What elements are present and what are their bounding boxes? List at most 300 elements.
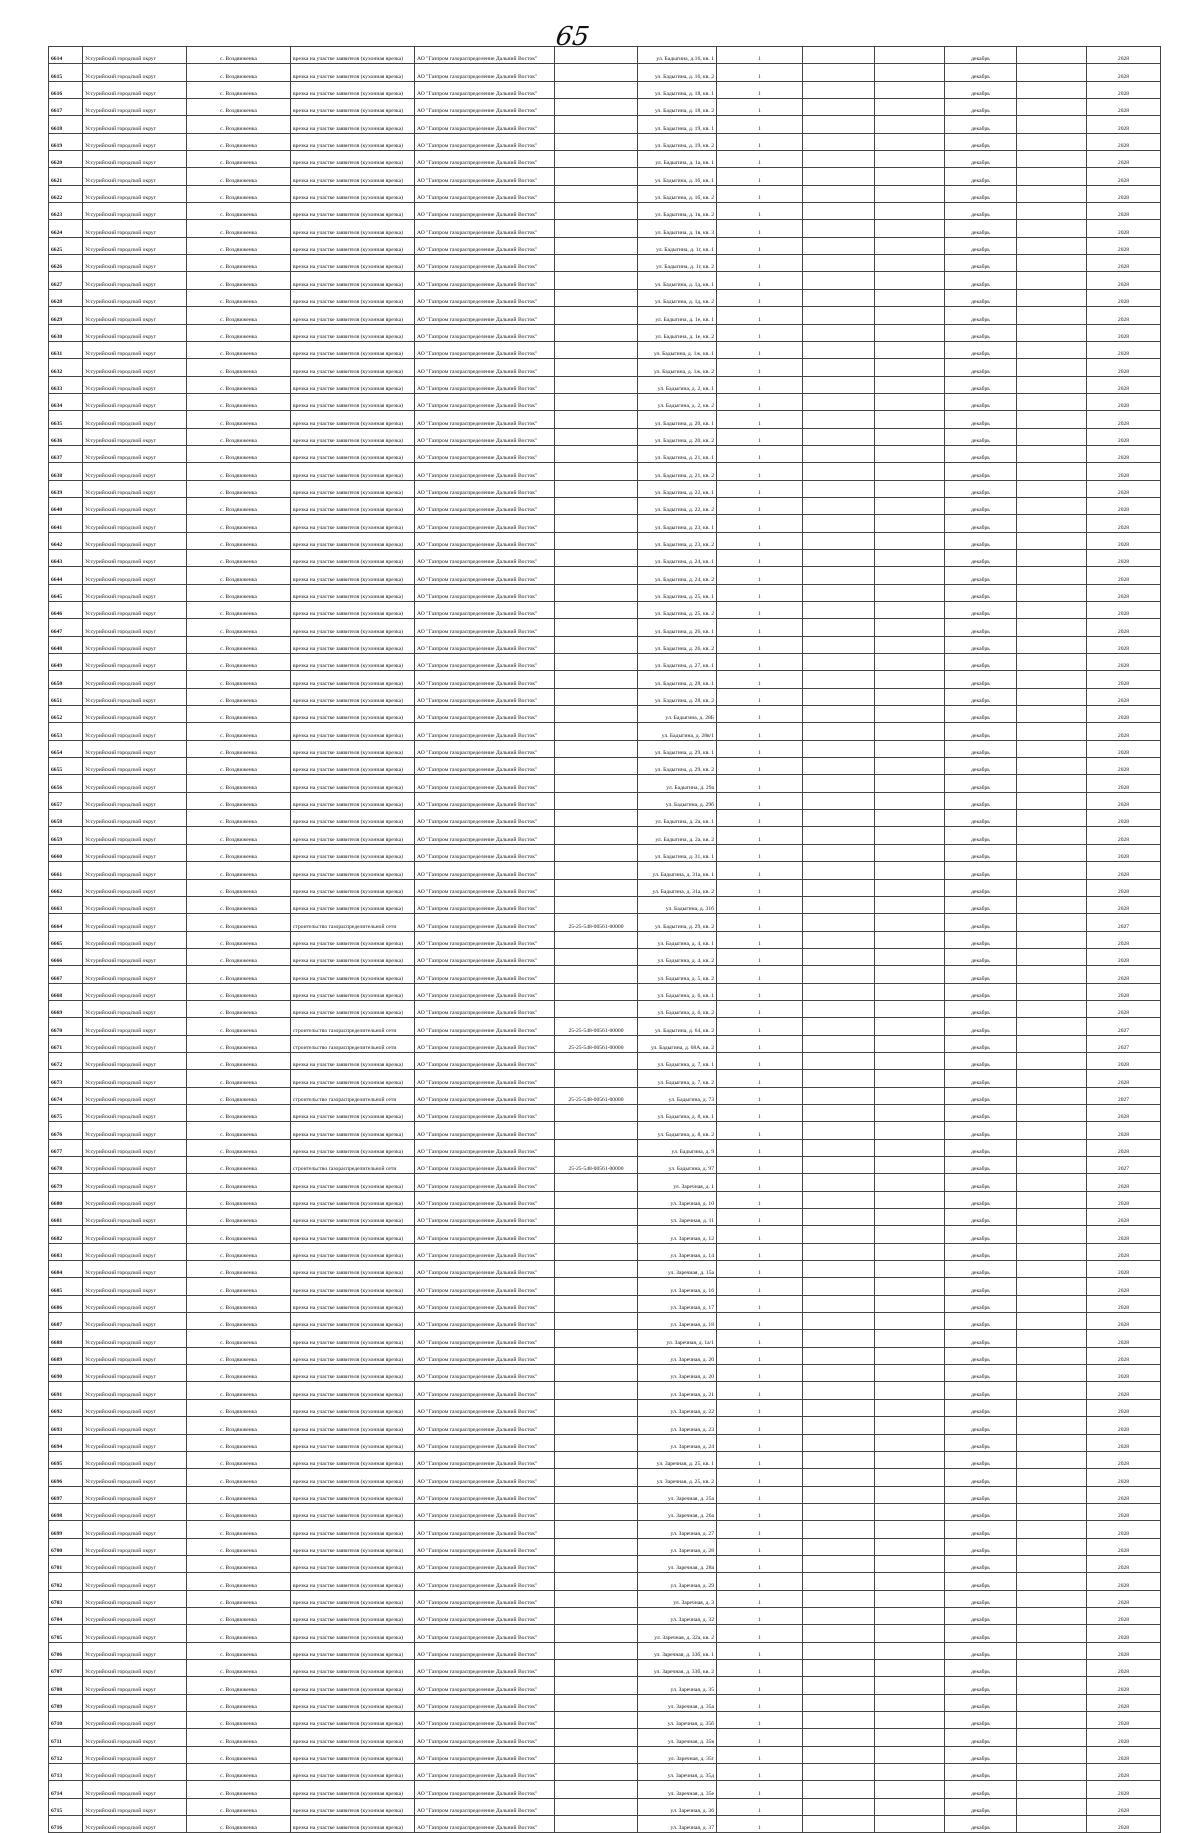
address-cell: ул. Заречная, д. 20 xyxy=(638,1365,717,1382)
table-row xyxy=(49,237,1161,254)
district-cell: Уссурийский городской округ xyxy=(83,1157,187,1174)
table-row xyxy=(49,203,1161,220)
empty-cell xyxy=(1017,99,1087,116)
district-cell: Уссурийский городской округ xyxy=(83,203,187,220)
empty-cell xyxy=(1017,619,1087,636)
settlement-cell: с. Воздвиженка xyxy=(187,1295,291,1312)
year-cell: 2028 xyxy=(1087,775,1161,792)
work-type-cell: врезка на участке заявителя (кухонная врезка) xyxy=(291,1746,415,1763)
empty-cell xyxy=(1017,654,1087,671)
year-cell: 2028 xyxy=(1087,1000,1161,1017)
quantity-cell: 1 xyxy=(717,1261,803,1278)
empty-cell xyxy=(1017,827,1087,844)
empty-cell xyxy=(1017,1712,1087,1729)
address-cell: ул. Заречная, д. 32 xyxy=(638,1607,717,1624)
quantity-cell: 1 xyxy=(717,1122,803,1139)
register-table xyxy=(48,46,1150,1833)
cadastral-cell xyxy=(555,81,638,98)
address-cell: ул. Бадыгина, д. 2, кв. 2 xyxy=(638,393,717,410)
district-cell: Уссурийский городской округ xyxy=(83,567,187,584)
district-cell: Уссурийский городской округ xyxy=(83,428,187,445)
cadastral-cell xyxy=(555,341,638,358)
table-row xyxy=(49,1625,1161,1642)
empty-cell xyxy=(803,844,875,861)
table-row xyxy=(49,168,1161,185)
address-cell: ул. Бадыгина, д. 4, кв. 2 xyxy=(638,948,717,965)
settlement-cell: с. Воздвиженка xyxy=(187,931,291,948)
row-number: 6654 xyxy=(49,740,83,757)
empty-cell xyxy=(1017,203,1087,220)
empty-cell xyxy=(875,844,945,861)
settlement-cell: с. Воздвиженка xyxy=(187,1157,291,1174)
organization-cell: АО "Газпром газораспределение Дальний Восток" xyxy=(415,1226,555,1243)
year-cell: 2028 xyxy=(1087,1469,1161,1486)
empty-cell xyxy=(1017,515,1087,532)
settlement-cell: с. Воздвиженка xyxy=(187,1764,291,1781)
year-cell: 2028 xyxy=(1087,896,1161,913)
empty-cell xyxy=(1017,775,1087,792)
address-cell: ул. Бадыгина, д. 97 xyxy=(638,1157,717,1174)
year-cell: 2028 xyxy=(1087,445,1161,462)
month-cell: декабрь xyxy=(945,1712,1017,1729)
cadastral-cell xyxy=(555,1555,638,1572)
empty-cell xyxy=(1017,1746,1087,1763)
district-cell: Уссурийский городской округ xyxy=(83,931,187,948)
district-cell: Уссурийский городской округ xyxy=(83,584,187,601)
table-row xyxy=(49,1607,1161,1624)
work-type-cell: врезка на участке заявителя (кухонная врезка) xyxy=(291,99,415,116)
district-cell: Уссурийский городской округ xyxy=(83,1642,187,1659)
empty-cell xyxy=(875,324,945,341)
empty-cell xyxy=(803,1070,875,1087)
month-cell: декабрь xyxy=(945,1087,1017,1104)
district-cell: Уссурийский городской округ xyxy=(83,1417,187,1434)
empty-cell xyxy=(803,47,875,64)
empty-cell xyxy=(803,411,875,428)
settlement-cell: с. Воздвиженка xyxy=(187,1573,291,1590)
quantity-cell: 1 xyxy=(717,584,803,601)
work-type-cell: врезка на участке заявителя (кухонная врезка) xyxy=(291,1209,415,1226)
empty-cell xyxy=(803,706,875,723)
organization-cell: АО "Газпром газораспределение Дальний Восток" xyxy=(415,1573,555,1590)
settlement-cell: с. Воздвиженка xyxy=(187,636,291,653)
row-number: 6658 xyxy=(49,810,83,827)
empty-cell xyxy=(875,758,945,775)
table-row xyxy=(49,654,1161,671)
organization-cell: АО "Газпром газораспределение Дальний Восток" xyxy=(415,1278,555,1295)
empty-cell xyxy=(1017,1573,1087,1590)
address-cell: ул. Бадыгина, д. 28, кв. 1 xyxy=(638,671,717,688)
empty-cell xyxy=(875,1104,945,1121)
settlement-cell: с. Воздвиженка xyxy=(187,1243,291,1260)
organization-cell: АО "Газпром газораспределение Дальний Восток" xyxy=(415,272,555,289)
row-number: 6647 xyxy=(49,619,83,636)
address-cell: ул. Заречная, д. 14 xyxy=(638,1243,717,1260)
address-cell: ул. Бадыгина, д. 24, кв. 2 xyxy=(638,567,717,584)
table-row xyxy=(49,497,1161,514)
settlement-cell: с. Воздвиженка xyxy=(187,1087,291,1104)
district-cell: Уссурийский городской округ xyxy=(83,151,187,168)
empty-cell xyxy=(1017,47,1087,64)
organization-cell: АО "Газпром газораспределение Дальний Восток" xyxy=(415,1018,555,1035)
year-cell: 2028 xyxy=(1087,1503,1161,1520)
empty-cell xyxy=(875,341,945,358)
empty-cell xyxy=(803,654,875,671)
address-cell: ул. Бадыгина, д.16, кв. 1 xyxy=(638,47,717,64)
quantity-cell: 1 xyxy=(717,1278,803,1295)
empty-cell xyxy=(1017,1087,1087,1104)
year-cell: 2028 xyxy=(1087,81,1161,98)
settlement-cell: с. Воздвиженка xyxy=(187,411,291,428)
cadastral-cell xyxy=(555,1816,638,1833)
empty-cell xyxy=(1017,896,1087,913)
settlement-cell: с. Воздвиженка xyxy=(187,1417,291,1434)
quantity-cell: 1 xyxy=(717,1382,803,1399)
empty-cell xyxy=(875,1278,945,1295)
settlement-cell: с. Воздвиженка xyxy=(187,497,291,514)
quantity-cell: 1 xyxy=(717,1434,803,1451)
empty-cell xyxy=(1017,792,1087,809)
cadastral-cell xyxy=(555,1521,638,1538)
empty-cell xyxy=(803,1659,875,1676)
row-number: 6713 xyxy=(49,1764,83,1781)
month-cell: декабрь xyxy=(945,1538,1017,1555)
district-cell: Уссурийский городской округ xyxy=(83,185,187,202)
empty-cell xyxy=(803,359,875,376)
month-cell: декабрь xyxy=(945,133,1017,150)
table-row xyxy=(49,1573,1161,1590)
month-cell: декабрь xyxy=(945,1607,1017,1624)
organization-cell: АО "Газпром газораспределение Дальний Восток" xyxy=(415,1746,555,1763)
table-row xyxy=(49,64,1161,81)
address-cell: ул. Бадыгина, д. 8, кв. 1 xyxy=(638,1104,717,1121)
settlement-cell: с. Воздвиженка xyxy=(187,1729,291,1746)
settlement-cell: с. Воздвиженка xyxy=(187,1486,291,1503)
work-type-cell: врезка на участке заявителя (кухонная врезка) xyxy=(291,1347,415,1364)
cadastral-cell xyxy=(555,602,638,619)
district-cell: Уссурийский городской округ xyxy=(83,1781,187,1798)
address-cell: ул. Бадыгина, д. 21, кв. 1 xyxy=(638,445,717,462)
empty-cell xyxy=(875,99,945,116)
year-cell: 2028 xyxy=(1087,948,1161,965)
cadastral-cell xyxy=(555,1347,638,1364)
empty-cell xyxy=(803,463,875,480)
month-cell: декабрь xyxy=(945,116,1017,133)
quantity-cell: 1 xyxy=(717,567,803,584)
work-type-cell: врезка на участке заявителя (кухонная врезка) xyxy=(291,1798,415,1815)
table-row xyxy=(49,688,1161,705)
row-number: 6708 xyxy=(49,1677,83,1694)
empty-cell xyxy=(1017,1434,1087,1451)
address-cell: ул. Бадыгина, д. 23, кв. 1 xyxy=(638,515,717,532)
table-row xyxy=(49,1209,1161,1226)
year-cell: 2027 xyxy=(1087,1087,1161,1104)
settlement-cell: с. Воздвиженка xyxy=(187,220,291,237)
quantity-cell: 1 xyxy=(717,289,803,306)
table-row xyxy=(49,1295,1161,1312)
work-type-cell: врезка на участке заявителя (кухонная врезка) xyxy=(291,948,415,965)
settlement-cell: с. Воздвиженка xyxy=(187,1625,291,1642)
district-cell: Уссурийский городской округ xyxy=(83,1087,187,1104)
empty-cell xyxy=(1017,1000,1087,1017)
cadastral-cell xyxy=(555,584,638,601)
table-row xyxy=(49,879,1161,896)
district-cell: Уссурийский городской округ xyxy=(83,497,187,514)
empty-cell xyxy=(875,1469,945,1486)
organization-cell: АО "Газпром газораспределение Дальний Восток" xyxy=(415,1538,555,1555)
district-cell: Уссурийский городской округ xyxy=(83,879,187,896)
empty-cell xyxy=(803,567,875,584)
month-cell: декабрь xyxy=(945,1035,1017,1052)
address-cell: ул. Бадыгина, д. 6, кв. 2 xyxy=(638,1000,717,1017)
table-row xyxy=(49,567,1161,584)
row-number: 6653 xyxy=(49,723,83,740)
row-number: 6649 xyxy=(49,654,83,671)
empty-cell xyxy=(803,1469,875,1486)
district-cell: Уссурийский городской округ xyxy=(83,896,187,913)
table-row xyxy=(49,99,1161,116)
empty-cell xyxy=(803,64,875,81)
district-cell: Уссурийский городской округ xyxy=(83,671,187,688)
year-cell: 2028 xyxy=(1087,1764,1161,1781)
year-cell: 2028 xyxy=(1087,1607,1161,1624)
month-cell: декабрь xyxy=(945,862,1017,879)
empty-cell xyxy=(875,237,945,254)
district-cell: Уссурийский городской округ xyxy=(83,636,187,653)
organization-cell: АО "Газпром газораспределение Дальний Восток" xyxy=(415,411,555,428)
address-cell: ул. Бадыгина, д. 1г, кв. 1 xyxy=(638,237,717,254)
empty-cell xyxy=(1017,1313,1087,1330)
work-type-cell: врезка на участке заявителя (кухонная врезка) xyxy=(291,1139,415,1156)
work-type-cell: врезка на участке заявителя (кухонная врезка) xyxy=(291,445,415,462)
table-row xyxy=(49,827,1161,844)
empty-cell xyxy=(875,775,945,792)
year-cell: 2028 xyxy=(1087,1816,1161,1833)
empty-cell xyxy=(1017,1798,1087,1815)
organization-cell: АО "Газпром газораспределение Дальний Восток" xyxy=(415,1781,555,1798)
settlement-cell: с. Воздвиженка xyxy=(187,862,291,879)
quantity-cell: 1 xyxy=(717,1226,803,1243)
address-cell: ул. Бадыгина, д. 2а, кв. 1 xyxy=(638,810,717,827)
row-number: 6689 xyxy=(49,1347,83,1364)
address-cell: ул. Заречная, д. 37 xyxy=(638,1816,717,1833)
work-type-cell: врезка на участке заявителя (кухонная врезка) xyxy=(291,1261,415,1278)
organization-cell: АО "Газпром газораспределение Дальний Восток" xyxy=(415,1243,555,1260)
organization-cell: АО "Газпром газораспределение Дальний Восток" xyxy=(415,567,555,584)
quantity-cell: 1 xyxy=(717,463,803,480)
empty-cell xyxy=(803,480,875,497)
settlement-cell: с. Воздвиженка xyxy=(187,758,291,775)
organization-cell: АО "Газпром газораспределение Дальний Восток" xyxy=(415,723,555,740)
table-row xyxy=(49,411,1161,428)
year-cell: 2028 xyxy=(1087,810,1161,827)
settlement-cell: с. Воздвиженка xyxy=(187,1590,291,1607)
organization-cell: АО "Газпром газораспределение Дальний Восток" xyxy=(415,1555,555,1572)
year-cell: 2028 xyxy=(1087,966,1161,983)
empty-cell xyxy=(803,393,875,410)
empty-cell xyxy=(1017,1174,1087,1191)
table-row xyxy=(49,549,1161,566)
year-cell: 2028 xyxy=(1087,272,1161,289)
address-cell: ул. Заречная, д. 35 xyxy=(638,1677,717,1694)
month-cell: декабрь xyxy=(945,1278,1017,1295)
cadastral-cell xyxy=(555,1226,638,1243)
quantity-cell: 1 xyxy=(717,1521,803,1538)
settlement-cell: с. Воздвиженка xyxy=(187,1018,291,1035)
work-type-cell: врезка на участке заявителя (кухонная врезка) xyxy=(291,1122,415,1139)
district-cell: Уссурийский городской округ xyxy=(83,1052,187,1069)
year-cell: 2028 xyxy=(1087,1746,1161,1763)
cadastral-cell xyxy=(555,671,638,688)
empty-cell xyxy=(1017,1226,1087,1243)
empty-cell xyxy=(803,671,875,688)
year-cell: 2028 xyxy=(1087,1417,1161,1434)
work-type-cell: врезка на участке заявителя (кухонная врезка) xyxy=(291,567,415,584)
work-type-cell: врезка на участке заявителя (кухонная врезка) xyxy=(291,359,415,376)
quantity-cell: 1 xyxy=(717,827,803,844)
district-cell: Уссурийский городской округ xyxy=(83,1243,187,1260)
empty-cell xyxy=(803,1209,875,1226)
quantity-cell: 1 xyxy=(717,619,803,636)
address-cell: ул. Бадыгина, д. 23, кв. 2 xyxy=(638,532,717,549)
row-number: 6682 xyxy=(49,1226,83,1243)
cadastral-cell xyxy=(555,844,638,861)
address-cell: ул. Заречная, д. 35б xyxy=(638,1712,717,1729)
empty-cell xyxy=(803,914,875,931)
organization-cell: АО "Газпром газораспределение Дальний Восток" xyxy=(415,1434,555,1451)
month-cell: декабрь xyxy=(945,1209,1017,1226)
month-cell: декабрь xyxy=(945,914,1017,931)
district-cell: Уссурийский городской округ xyxy=(83,654,187,671)
settlement-cell: с. Воздвиженка xyxy=(187,1781,291,1798)
district-cell: Уссурийский городской округ xyxy=(83,775,187,792)
organization-cell: АО "Газпром газораспределение Дальний Восток" xyxy=(415,602,555,619)
district-cell: Уссурийский городской округ xyxy=(83,133,187,150)
row-number: 6702 xyxy=(49,1573,83,1590)
cadastral-cell xyxy=(555,758,638,775)
address-cell: ул. Бадыгина, д. 2а, кв. 2 xyxy=(638,827,717,844)
empty-cell xyxy=(1017,1521,1087,1538)
empty-cell xyxy=(1017,532,1087,549)
empty-cell xyxy=(875,1642,945,1659)
organization-cell: АО "Газпром газораспределение Дальний Восток" xyxy=(415,445,555,462)
work-type-cell: врезка на участке заявителя (кухонная врезка) xyxy=(291,532,415,549)
address-cell: ул. Бадыгина, д. 25, кв. 2 xyxy=(638,602,717,619)
table-row xyxy=(49,47,1161,64)
year-cell: 2028 xyxy=(1087,1781,1161,1798)
table-row xyxy=(49,1087,1161,1104)
row-number: 6657 xyxy=(49,792,83,809)
cadastral-cell xyxy=(555,1000,638,1017)
work-type-cell: врезка на участке заявителя (кухонная врезка) xyxy=(291,237,415,254)
row-number: 6685 xyxy=(49,1278,83,1295)
empty-cell xyxy=(1017,445,1087,462)
year-cell: 2028 xyxy=(1087,255,1161,272)
cadastral-cell xyxy=(555,1781,638,1798)
empty-cell xyxy=(1017,116,1087,133)
address-cell: ул. Бадыгина, д. 64, кв. 2 xyxy=(638,1018,717,1035)
table-row xyxy=(49,1347,1161,1364)
cadastral-cell xyxy=(555,740,638,757)
settlement-cell: с. Воздвиженка xyxy=(187,1382,291,1399)
empty-cell xyxy=(803,1607,875,1624)
month-cell: декабрь xyxy=(945,1746,1017,1763)
month-cell: декабрь xyxy=(945,255,1017,272)
cadastral-cell xyxy=(555,1295,638,1312)
organization-cell: АО "Газпром газораспределение Дальний Восток" xyxy=(415,1191,555,1208)
empty-cell xyxy=(1017,1781,1087,1798)
empty-cell xyxy=(1017,497,1087,514)
settlement-cell: с. Воздвиженка xyxy=(187,151,291,168)
cadastral-cell xyxy=(555,1469,638,1486)
month-cell: декабрь xyxy=(945,758,1017,775)
empty-cell xyxy=(1017,255,1087,272)
organization-cell: АО "Газпром газораспределение Дальний Восток" xyxy=(415,1521,555,1538)
address-cell: ул. Бадыгина, д. 1в, кв. 3 xyxy=(638,220,717,237)
empty-cell xyxy=(1017,1052,1087,1069)
cadastral-cell xyxy=(555,1052,638,1069)
cadastral-cell xyxy=(555,1313,638,1330)
month-cell: декабрь xyxy=(945,723,1017,740)
work-type-cell: врезка на участке заявителя (кухонная врезка) xyxy=(291,203,415,220)
cadastral-cell xyxy=(555,272,638,289)
row-number: 6672 xyxy=(49,1052,83,1069)
district-cell: Уссурийский городской округ xyxy=(83,341,187,358)
empty-cell xyxy=(875,289,945,306)
row-number: 6622 xyxy=(49,185,83,202)
address-cell: ул. Бадыгина, д. 31а, кв. 1 xyxy=(638,862,717,879)
address-cell: ул. Бадыгина, д. 20, кв. 2 xyxy=(638,428,717,445)
table-row xyxy=(49,1659,1161,1676)
row-number: 6639 xyxy=(49,480,83,497)
row-number: 6617 xyxy=(49,99,83,116)
empty-cell xyxy=(803,1347,875,1364)
settlement-cell: с. Воздвиженка xyxy=(187,237,291,254)
quantity-cell: 1 xyxy=(717,1573,803,1590)
table-row xyxy=(49,393,1161,410)
organization-cell: АО "Газпром газораспределение Дальний Восток" xyxy=(415,237,555,254)
empty-cell xyxy=(875,723,945,740)
quantity-cell: 1 xyxy=(717,1607,803,1624)
year-cell: 2028 xyxy=(1087,1486,1161,1503)
month-cell: декабрь xyxy=(945,1139,1017,1156)
address-cell: ул. Бадыгина, д. 1б, кв. 1 xyxy=(638,168,717,185)
work-type-cell: врезка на участке заявителя (кухонная врезка) xyxy=(291,1382,415,1399)
empty-cell xyxy=(875,1417,945,1434)
empty-cell xyxy=(803,1122,875,1139)
table-row xyxy=(49,1157,1161,1174)
settlement-cell: с. Воздвиженка xyxy=(187,1607,291,1624)
cadastral-cell xyxy=(555,307,638,324)
organization-cell: АО "Газпром газораспределение Дальний Восток" xyxy=(415,1694,555,1711)
month-cell: декабрь xyxy=(945,497,1017,514)
year-cell: 2028 xyxy=(1087,1070,1161,1087)
empty-cell xyxy=(803,1174,875,1191)
table-row xyxy=(49,1261,1161,1278)
month-cell: декабрь xyxy=(945,1174,1017,1191)
table-row xyxy=(49,1677,1161,1694)
settlement-cell: с. Воздвиженка xyxy=(187,619,291,636)
district-cell: Уссурийский городской округ xyxy=(83,1816,187,1833)
empty-cell xyxy=(875,411,945,428)
address-cell: ул. Бадыгина, д. 24, кв. 1 xyxy=(638,549,717,566)
district-cell: Уссурийский городской округ xyxy=(83,168,187,185)
table-row xyxy=(49,671,1161,688)
quantity-cell: 1 xyxy=(717,1417,803,1434)
empty-cell xyxy=(1017,671,1087,688)
settlement-cell: с. Воздвиженка xyxy=(187,341,291,358)
month-cell: декабрь xyxy=(945,64,1017,81)
